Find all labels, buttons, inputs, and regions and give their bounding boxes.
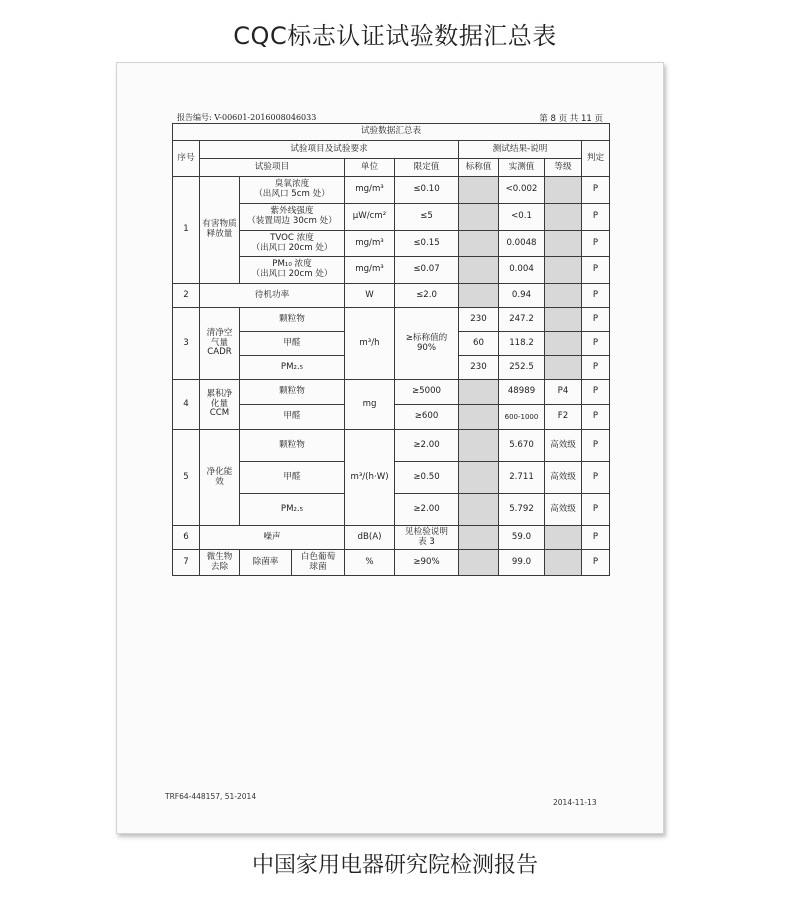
page-info: 第 8 页 共 11 页 <box>539 114 603 124</box>
nominal-cell <box>459 257 499 284</box>
nominal-cell <box>459 526 499 550</box>
limit-cell: ≥90% <box>395 550 459 576</box>
measured-cell: 0.0048 <box>499 231 545 257</box>
nominal-cell <box>459 462 499 494</box>
item-cell: 噪声 <box>200 526 345 550</box>
category-cell: 累积净 化量 CCM <box>200 380 240 430</box>
unit-cell: % <box>345 550 395 576</box>
table-row <box>173 308 610 332</box>
measured-cell: <0.1 <box>499 204 545 231</box>
measured-cell: 2.711 <box>499 462 545 494</box>
verdict-cell: P <box>582 257 610 284</box>
verdict-cell: P <box>582 430 610 462</box>
limit-cell: ≥2.00 <box>395 430 459 462</box>
item-cell: PM₂.₅ <box>240 494 345 526</box>
row-no: 7 <box>173 550 200 576</box>
limit-cell: ≤0.07 <box>395 257 459 284</box>
grade-cell <box>545 231 582 257</box>
limit-cell: ≤5 <box>395 204 459 231</box>
item-cell: 颗粒物 <box>240 380 345 405</box>
verdict-cell: P <box>582 356 610 380</box>
page-title: CQC标志认证试验数据汇总表 <box>233 22 557 50</box>
measured-cell: 48989 <box>499 380 545 405</box>
measured-cell: 600-1000 <box>499 405 545 430</box>
verdict-cell: P <box>582 204 610 231</box>
grade-cell: 高效级 <box>545 494 582 526</box>
nominal-cell <box>459 177 499 204</box>
grade-cell <box>545 204 582 231</box>
report-date: 2014-11-13 <box>553 798 597 807</box>
page-caption: 中国家用电器研究院检测报告 <box>251 853 538 878</box>
row-no: 4 <box>173 380 200 430</box>
category-cell: 有害物质释放量 <box>200 177 240 284</box>
item-cell: 臭氧浓度 （出风口 5cm 处） <box>240 177 345 204</box>
verdict-cell: P <box>582 231 610 257</box>
header-row-1 <box>173 141 610 159</box>
grade-cell <box>545 257 582 284</box>
unit-cell: mg/m³ <box>345 177 395 204</box>
item-cell: 颗粒物 <box>240 308 345 332</box>
limit-cell: ≥标称值的 90% <box>395 308 459 380</box>
grade-cell: 高效级 <box>545 462 582 494</box>
verdict-cell: P <box>582 405 610 430</box>
nominal-cell <box>459 550 499 576</box>
nominal-cell <box>459 405 499 430</box>
grade-cell <box>545 526 582 550</box>
verdict-cell: P <box>582 332 610 356</box>
item-cell: 紫外线强度 （装置周边 30cm 处） <box>240 204 345 231</box>
item-cell: 待机功率 <box>200 284 345 308</box>
limit-cell: 见检验说明 表 3 <box>395 526 459 550</box>
unit-cell: mg/m³ <box>345 231 395 257</box>
item-cell: 颗粒物 <box>240 430 345 462</box>
table-row <box>173 284 610 308</box>
verdict-cell: P <box>582 308 610 332</box>
header-results: 测试结果-说明 <box>459 141 582 159</box>
verdict-cell: P <box>582 550 610 576</box>
item-cell: TVOC 浓度 （出风口 20cm 处） <box>240 231 345 257</box>
table-row <box>173 526 610 550</box>
item-cell: 甲醛 <box>240 405 345 430</box>
item-cell: 甲醛 <box>240 332 345 356</box>
row-no: 3 <box>173 308 200 380</box>
header-row-2 <box>173 159 610 177</box>
measured-cell: 0.94 <box>499 284 545 308</box>
measured-cell: 118.2 <box>499 332 545 356</box>
item-cell: 白色葡萄 球菌 <box>292 550 345 576</box>
measured-cell: 5.670 <box>499 430 545 462</box>
unit-cell: dB(A) <box>345 526 395 550</box>
measured-cell: 0.004 <box>499 257 545 284</box>
header-nominal: 标称值 <box>459 159 499 177</box>
table-title-row <box>173 124 610 141</box>
header-unit: 单位 <box>345 159 395 177</box>
table-title: 试验数据汇总表 <box>173 124 610 141</box>
verdict-cell: P <box>582 526 610 550</box>
item-cell: PM₁₀ 浓度 （出风口 20cm 处） <box>240 257 345 284</box>
nominal-cell: 230 <box>459 308 499 332</box>
grade-cell <box>545 308 582 332</box>
unit-cell: μW/cm² <box>345 204 395 231</box>
row-no: 6 <box>173 526 200 550</box>
unit-cell: m³/h <box>345 308 395 380</box>
verdict-cell: P <box>582 284 610 308</box>
nominal-cell <box>459 380 499 405</box>
limit-cell: ≥0.50 <box>395 462 459 494</box>
grade-cell <box>545 284 582 308</box>
row-no: 2 <box>173 284 200 308</box>
measured-cell: 59.0 <box>499 526 545 550</box>
report-sheet <box>116 62 664 834</box>
grade-cell <box>545 356 582 380</box>
category-cell: 清净空 气量 CADR <box>200 308 240 380</box>
nominal-cell <box>459 284 499 308</box>
verdict-cell: P <box>582 462 610 494</box>
table-row <box>173 177 610 204</box>
unit-cell: mg/m³ <box>345 257 395 284</box>
header-measured: 实测值 <box>499 159 545 177</box>
data-summary-table <box>172 123 610 576</box>
nominal-cell <box>459 204 499 231</box>
verdict-cell: P <box>582 177 610 204</box>
header-grade: 等级 <box>545 159 582 177</box>
unit-cell: W <box>345 284 395 308</box>
header-verdict: 判定 <box>582 141 610 177</box>
nominal-cell <box>459 430 499 462</box>
grade-cell <box>545 177 582 204</box>
header-items-req: 试验项目及试验要求 <box>200 141 459 159</box>
measured-cell: 99.0 <box>499 550 545 576</box>
category-cell: 净化能 效 <box>200 430 240 526</box>
header-no: 序号 <box>173 141 200 177</box>
measured-cell: 252.5 <box>499 356 545 380</box>
grade-cell: F2 <box>545 405 582 430</box>
item-cell: 甲醛 <box>240 462 345 494</box>
row-no: 1 <box>173 177 200 284</box>
category-cell: 微生物 去除 <box>200 550 240 576</box>
form-code: TRF64-448157, 51-2014 <box>165 792 257 801</box>
item-cell: PM₂.₅ <box>240 356 345 380</box>
table-row <box>173 380 610 405</box>
nominal-cell: 230 <box>459 356 499 380</box>
limit-cell: ≤0.15 <box>395 231 459 257</box>
measured-cell: 247.2 <box>499 308 545 332</box>
sub-item-cell: 除菌率 <box>240 550 292 576</box>
nominal-cell: 60 <box>459 332 499 356</box>
verdict-cell: P <box>582 494 610 526</box>
unit-cell: mg <box>345 380 395 430</box>
grade-cell: 高效级 <box>545 430 582 462</box>
verdict-cell: P <box>582 380 610 405</box>
limit-cell: ≥600 <box>395 405 459 430</box>
grade-cell <box>545 332 582 356</box>
grade-cell <box>545 550 582 576</box>
table-row <box>173 550 610 576</box>
header-item: 试验项目 <box>200 159 345 177</box>
header-limit: 限定值 <box>395 159 459 177</box>
row-no: 5 <box>173 430 200 526</box>
measured-cell: 5.792 <box>499 494 545 526</box>
grade-cell: P4 <box>545 380 582 405</box>
unit-cell: m³/(h·W) <box>345 430 395 526</box>
limit-cell: ≥5000 <box>395 380 459 405</box>
limit-cell: ≤0.10 <box>395 177 459 204</box>
measured-cell: <0.002 <box>499 177 545 204</box>
table-row <box>173 430 610 462</box>
nominal-cell <box>459 494 499 526</box>
report-number: 报告编号: V-00601-2016008046033 <box>177 113 317 122</box>
nominal-cell <box>459 231 499 257</box>
limit-cell: ≥2.00 <box>395 494 459 526</box>
limit-cell: ≤2.0 <box>395 284 459 308</box>
